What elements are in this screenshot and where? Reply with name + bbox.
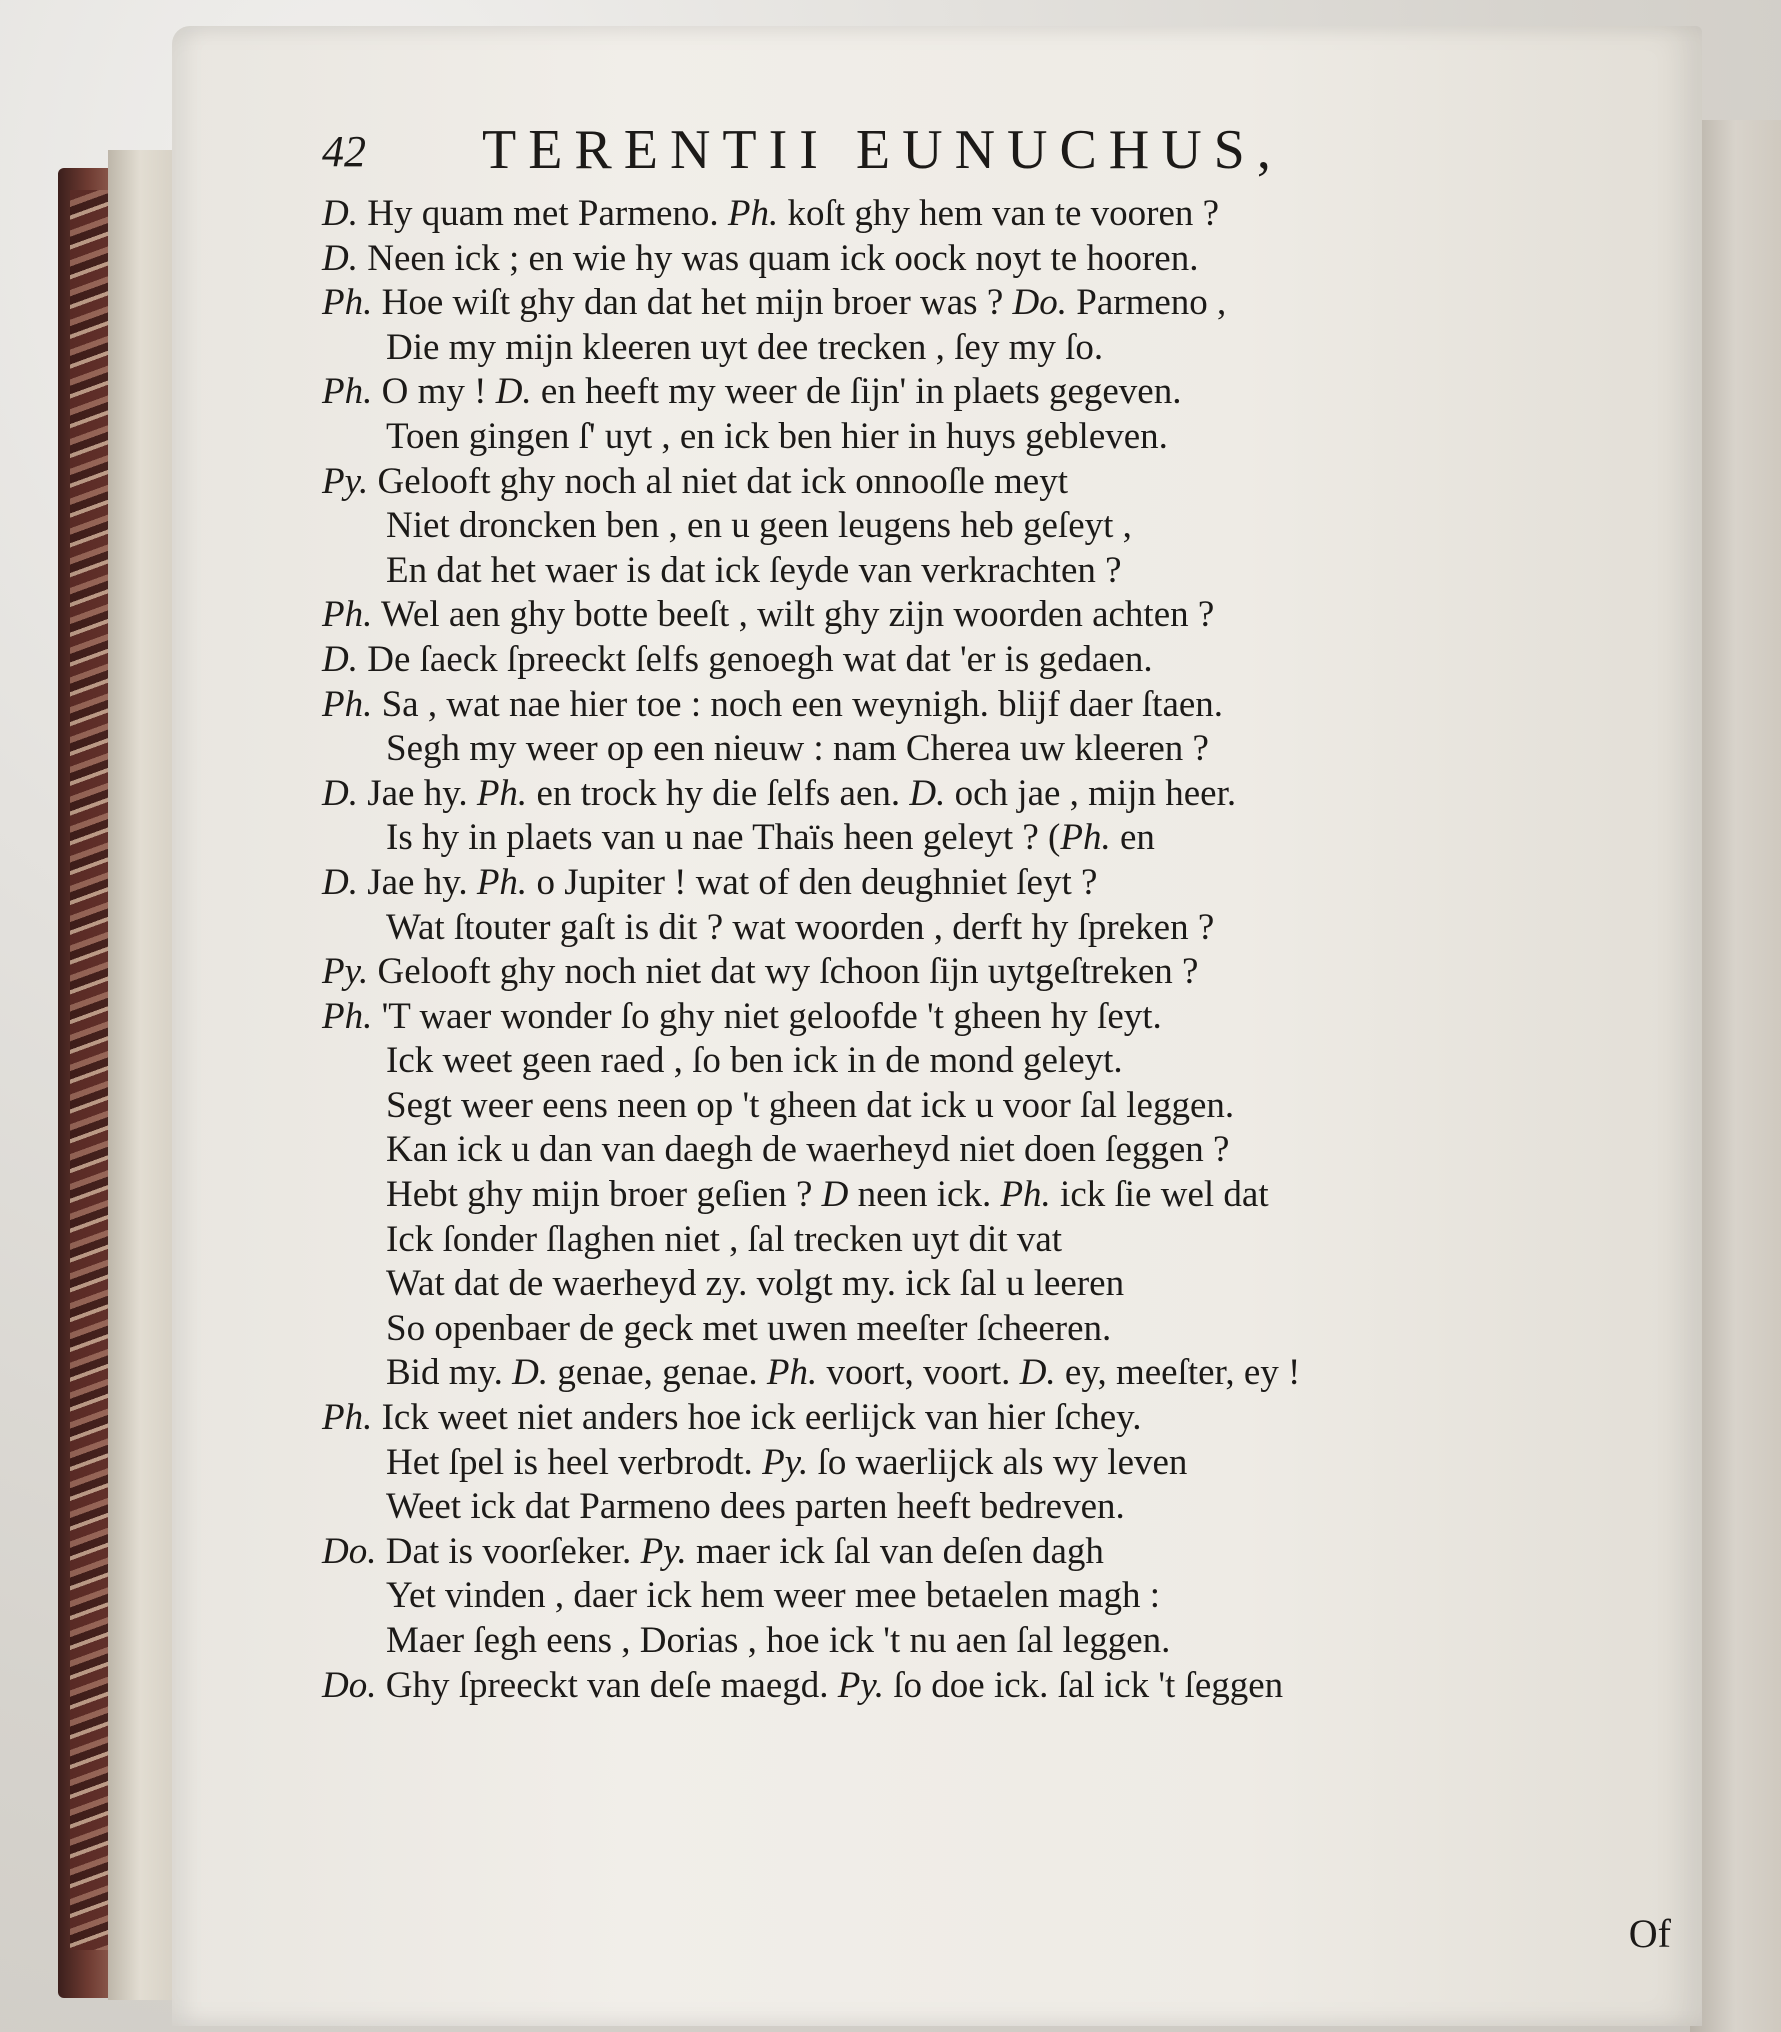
speaker-label: Ph. (1060, 817, 1111, 859)
speaker-label: Ph. (766, 1352, 818, 1394)
line-text: Parmeno , (1067, 282, 1227, 324)
text-line (322, 1530, 1662, 1575)
line-text: Die my mijn kleeren uyt dee trecken , ſey my ſo. (386, 326, 1104, 368)
line-text: koſt ghy hem van te vooren ? (778, 193, 1220, 234)
line-text: Gelooft ghy noch niet dat wy ſchoon ſijn uytgeſtreken ? (368, 951, 1199, 993)
marbled-edge (70, 190, 110, 1950)
text-line (322, 816, 1662, 861)
line-text: ey, meeſter, ey ! (1055, 1352, 1301, 1394)
line-text: Jae hy. (357, 772, 477, 814)
catchword: Of (1628, 1911, 1671, 1956)
speaker-label: Ph. (322, 371, 373, 413)
line-text: Ghy ſpreeckt van deſe maegd. (376, 1664, 838, 1706)
running-title: TERENTII EUNUCHUS, (482, 119, 1283, 181)
line-text: Wat ſtouter gaſt is dit ? wat woorden , derft hy ſpreken ? (386, 906, 1215, 948)
line-text: Neen ick ; en wie hy was quam ick oock noyt te hooren. (357, 237, 1199, 279)
text-line (322, 192, 1662, 237)
text-line (322, 906, 1662, 951)
line-text: Segt weer eens neen op 't gheen dat ick u voor ſal leggen. (386, 1084, 1235, 1126)
text-line (322, 326, 1662, 371)
speaker-label: Ph. (1000, 1174, 1051, 1216)
text-line (322, 370, 1662, 415)
speaker-label: Ph. (322, 1397, 373, 1439)
line-text: Wat dat de waerheyd zy. volgt my. ick ſal u leeren (386, 1263, 1125, 1305)
text-line (322, 950, 1662, 995)
speaker-label: D. (1019, 1352, 1056, 1394)
line-text: Sa , wat nae hier toe : noch een weynigh. blijf daer ſtaen. (372, 683, 1224, 725)
facing-page-gutter (1690, 120, 1781, 2032)
line-text: en trock hy die ſelfs aen. (527, 772, 910, 814)
speaker-label: Ph. (322, 995, 373, 1037)
text-line (322, 281, 1662, 326)
speaker-label: Py. (762, 1441, 809, 1483)
line-text: Hebt ghy mijn broer geſien ? (386, 1174, 822, 1216)
text-line (322, 1039, 1662, 1084)
line-text: En dat het waer is dat ick ſeyde van verkrachten ? (386, 549, 1122, 591)
line-text: Ick weet geen raed , ſo ben ick in de mond geleyt. (386, 1040, 1123, 1082)
line-text: neen ick. (848, 1174, 1001, 1216)
line-text: So openbaer de geck met uwen meeſter ſcheeren. (386, 1307, 1112, 1349)
text-line (322, 1351, 1662, 1396)
speaker-label: Do. (322, 1530, 377, 1572)
speaker-label: Ph. (322, 282, 373, 324)
speaker-label: D (821, 1174, 849, 1216)
line-text: maer ick ſal van deſen dagh (686, 1530, 1104, 1572)
line-text: O my ! (372, 371, 496, 413)
line-text: Hy quam met Parmeno. (357, 193, 728, 234)
text-line (322, 638, 1662, 683)
speaker-label: D. (512, 1352, 549, 1394)
speaker-label: Do. (1012, 282, 1067, 324)
speaker-label: Ph. (476, 772, 528, 814)
line-text: voort, voort. (817, 1352, 1020, 1394)
text-line (322, 460, 1662, 505)
line-text: ick ſie wel dat (1050, 1174, 1269, 1216)
text-line (322, 1084, 1662, 1129)
speaker-label: Ph. (727, 193, 779, 234)
line-text: 'T waer wonder ſo ghy niet geloofde 't gheen hy ſeyt. (372, 995, 1162, 1037)
line-text: Maer ſegh eens , Dorias , hoe ick 't nu aen ſal leggen. (386, 1620, 1171, 1661)
line-text: Hoe wiſt ghy dan dat het mijn broer was ? (372, 282, 1013, 324)
speaker-label: Do. (322, 1664, 377, 1706)
line-text: Segh my weer op een nieuw : nam Cherea uw kleeren ? (386, 728, 1209, 770)
speaker-label: D. (909, 772, 946, 814)
play-text (322, 192, 1662, 1708)
text-line (322, 415, 1662, 460)
text-line (322, 1128, 1662, 1173)
text-line (322, 1262, 1662, 1307)
text-line (322, 1396, 1662, 1441)
line-text: Is hy in plaets van u nae Thaïs heen geleyt ? ( (386, 817, 1061, 859)
text-line (322, 683, 1662, 728)
line-text: Ick weet niet anders hoe ick eerlijck van hier ſchey. (372, 1397, 1142, 1439)
text-line (322, 1173, 1662, 1218)
text-line (322, 727, 1662, 772)
line-text: Bid my. (386, 1352, 513, 1394)
speaker-label: D. (322, 772, 358, 814)
speaker-label: Py. (322, 951, 369, 993)
text-line (322, 504, 1662, 549)
page-number: 42 (322, 127, 366, 176)
text-line (322, 1664, 1662, 1709)
text-line (322, 861, 1662, 906)
text-line (322, 549, 1662, 594)
text-line (322, 1574, 1662, 1619)
speaker-label: D. (495, 371, 532, 413)
line-text: genae, genae. (548, 1352, 767, 1394)
line-text: Weet ick dat Parmeno dees parten heeft bedreven. (386, 1486, 1125, 1528)
line-text: o Jupiter ! wat of den deughniet ſeyt ? (527, 861, 1098, 903)
speaker-label: Py. (322, 460, 369, 502)
text-line (322, 237, 1662, 282)
line-text: ſo doe ick. ſal ick 't ſeggen (884, 1664, 1284, 1706)
speaker-label: Py. (837, 1664, 885, 1706)
line-text: Dat is voorſeker. (376, 1530, 641, 1572)
line-text: Niet droncken ben , en u geen leugens heb geſeyt , (386, 505, 1132, 547)
text-line (322, 1218, 1662, 1263)
text-line (322, 1619, 1662, 1664)
speaker-label: Ph. (322, 594, 373, 636)
line-text: Wel aen ghy botte beeſt , wilt ghy zijn woorden achten ? (372, 594, 1215, 636)
speaker-label: Py. (640, 1530, 687, 1572)
running-header (322, 118, 1682, 188)
speaker-label: Ph. (476, 861, 528, 903)
text-line (322, 1485, 1662, 1530)
speaker-label: D. (322, 861, 358, 903)
line-text: och jae , mijn heer. (945, 772, 1237, 814)
text-line (322, 1307, 1662, 1352)
line-text: Yet vinden , daer ick hem weer mee betaelen magh : (386, 1575, 1160, 1617)
line-text: Gelooft ghy noch al niet dat ick onnooſle meyt (368, 460, 1068, 502)
line-text: en heeft my weer de ſijn' in plaets gegeven. (531, 371, 1182, 413)
text-line (322, 772, 1662, 817)
text-line (322, 995, 1662, 1040)
line-text: De ſaeck ſpreeckt ſelfs genoegh wat dat 'er is gedaen. (357, 638, 1153, 680)
line-text: ſo waerlijck als wy leven (808, 1441, 1188, 1483)
speaker-label: D. (322, 638, 358, 680)
text-line (322, 593, 1662, 638)
line-text: Het ſpel is heel verbrodt. (386, 1441, 763, 1483)
line-text: en (1110, 817, 1155, 859)
text-line (322, 1441, 1662, 1486)
line-text: Toen gingen ſ' uyt , en ick ben hier in huys gebleven. (386, 415, 1168, 457)
line-text: Kan ick u dan van daegh de waerheyd niet doen ſeggen ? (386, 1129, 1230, 1171)
speaker-label: Ph. (322, 683, 373, 725)
line-text: Ick ſonder ſlaghen niet , ſal trecken uyt dit vat (386, 1218, 1063, 1260)
speaker-label: D. (322, 193, 358, 234)
speaker-label: D. (322, 237, 358, 279)
line-text: Jae hy. (357, 861, 477, 903)
